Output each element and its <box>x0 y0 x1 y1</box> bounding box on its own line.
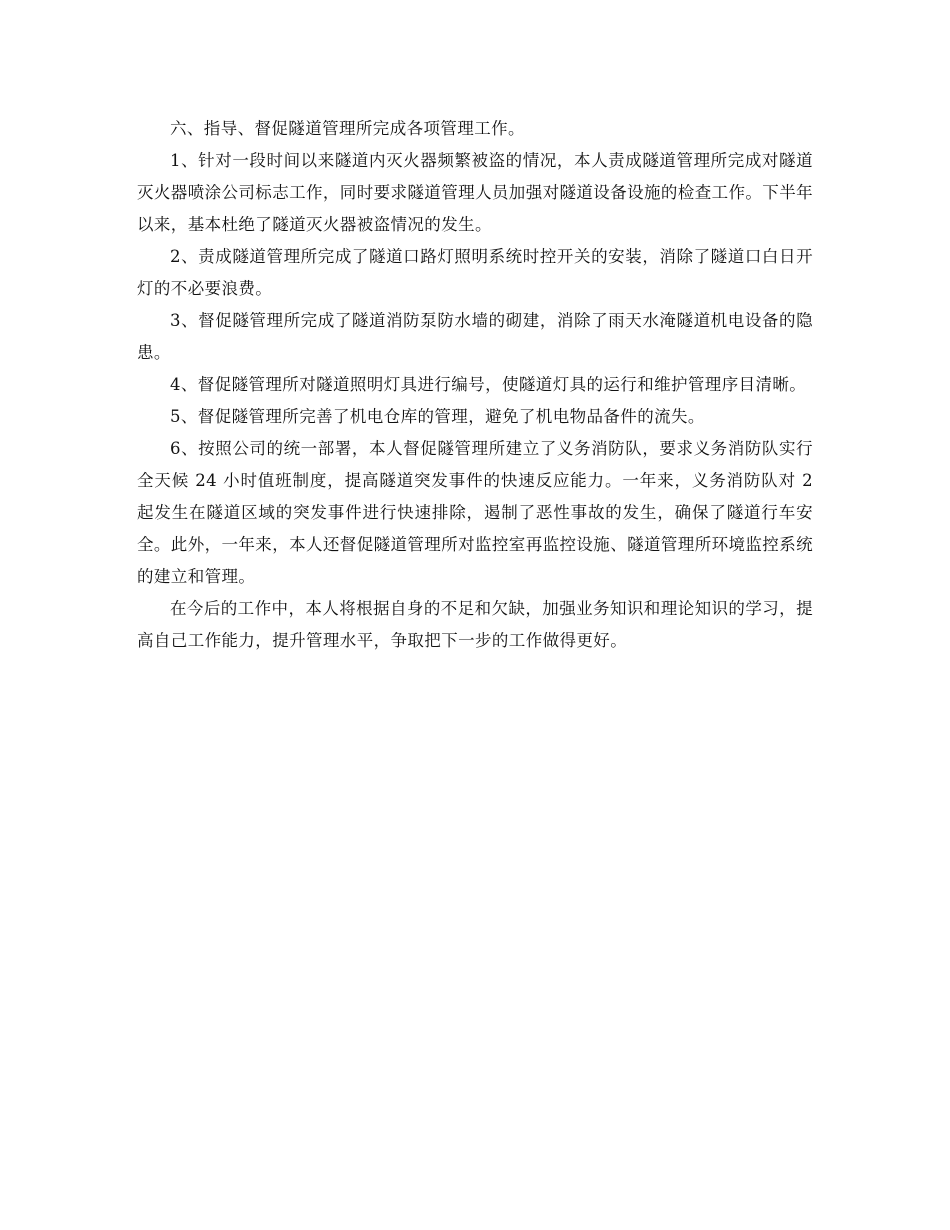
paragraph-item-5: 5、督促隧管理所完善了机电仓库的管理，避免了机电物品备件的流失。 <box>170 407 705 426</box>
section-heading: 六、指导、督促隧道管理所完成各项管理工作。 <box>170 119 525 138</box>
closing-paragraph: 在今后的工作中，本人将根据自身的不足和欠缺，加强业务知识和理论知识的学习，提高自己工作能力，提升管理水平，争取把下一步的工作做得更好。 <box>137 599 813 650</box>
paragraph-item-1: 1、针对一段时间以来隧道内灭火器频繁被盗的情况，本人责成隧道管理所完成对隧道灭火器喷涂公司标志工作，同时要求隧道管理人员加强对隧道设备设施的检查工作。下半年以来，基本杜绝了隧道灭火器被盗情况的发生。 <box>137 151 813 234</box>
paragraph-item-2: 2、责成隧道管理所完成了隧道口路灯照明系统时控开关的安装，消除了隧道口白日开灯的不必要浪费。 <box>137 247 813 298</box>
document-body <box>137 113 813 657</box>
paragraph-item-3: 3、督促隧管理所完成了隧道消防泵防水墙的砌建，消除了雨天水淹隧道机电设备的隐患。 <box>137 311 813 362</box>
paragraph-item-6: 6、按照公司的统一部署，本人督促隧管理所建立了义务消防队，要求义务消防队实行全天候 24 小时值班制度，提高隧道突发事件的快速反应能力。一年来，义务消防队对 2 起发生在隧道区域的突发事件进行快速排除，遏制了恶性事故的发生，确保了隧道行车安全。此外，一年来，本人还督促隧道管理所对监控室再监控设施、隧道管理所环境监控系统的建立和管理。 <box>137 439 813 586</box>
paragraph-item-4: 4、督促隧管理所对隧道照明灯具进行编号，使隧道灯具的运行和维护管理序目清晰。 <box>170 375 807 394</box>
